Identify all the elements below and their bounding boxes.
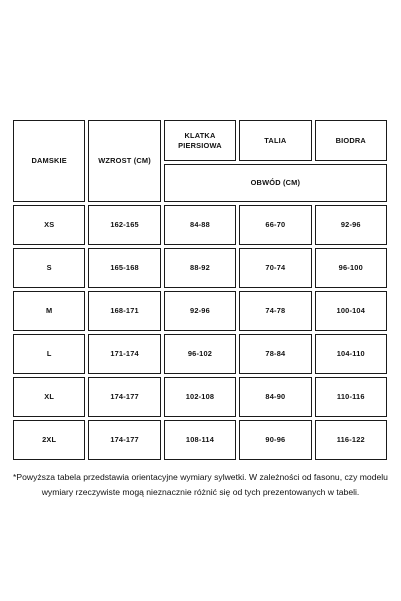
chest-value: 92-96 bbox=[164, 291, 236, 331]
height-value: 171-174 bbox=[88, 334, 160, 374]
chest-value: 102-108 bbox=[164, 377, 236, 417]
hips-value: 96-100 bbox=[315, 248, 387, 288]
table-row bbox=[13, 377, 387, 417]
waist-value: 84-90 bbox=[239, 377, 311, 417]
size-label: XS bbox=[13, 205, 85, 245]
table-row bbox=[13, 291, 387, 331]
hips-value: 100-104 bbox=[315, 291, 387, 331]
size-chart-table bbox=[10, 117, 390, 463]
header-hips: BIODRA bbox=[315, 120, 387, 161]
table-row bbox=[13, 248, 387, 288]
height-value: 165-168 bbox=[88, 248, 160, 288]
hips-value: 110-116 bbox=[315, 377, 387, 417]
size-label: S bbox=[13, 248, 85, 288]
header-chest: KLATKA PIERSIOWA bbox=[164, 120, 236, 161]
waist-value: 70-74 bbox=[239, 248, 311, 288]
chest-value: 108-114 bbox=[164, 420, 236, 460]
header-circumference: OBWÓD (CM) bbox=[164, 164, 387, 202]
size-label: L bbox=[13, 334, 85, 374]
size-label: 2XL bbox=[13, 420, 85, 460]
hips-value: 92-96 bbox=[315, 205, 387, 245]
size-label: M bbox=[13, 291, 85, 331]
height-value: 174-177 bbox=[88, 377, 160, 417]
height-value: 168-171 bbox=[88, 291, 160, 331]
table-row bbox=[13, 205, 387, 245]
table-row bbox=[13, 420, 387, 460]
chest-value: 88-92 bbox=[164, 248, 236, 288]
height-value: 174-177 bbox=[88, 420, 160, 460]
size-label: XL bbox=[13, 377, 85, 417]
chest-value: 84-88 bbox=[164, 205, 236, 245]
waist-value: 66-70 bbox=[239, 205, 311, 245]
waist-value: 74-78 bbox=[239, 291, 311, 331]
chest-value: 96-102 bbox=[164, 334, 236, 374]
height-value: 162-165 bbox=[88, 205, 160, 245]
table-row bbox=[13, 334, 387, 374]
waist-value: 90-96 bbox=[239, 420, 311, 460]
hips-value: 116-122 bbox=[315, 420, 387, 460]
header-waist: TALIA bbox=[239, 120, 311, 161]
header-gender: DAMSKIE bbox=[13, 120, 85, 202]
header-height: WZROST (CM) bbox=[88, 120, 160, 202]
disclaimer-note: *Powyższa tabela przedstawia orientacyjne wymiary sylwetki. W zależności od fasonu, czy modelu wymiary rzeczywiste mogą nieznacznie różnić się od tych prezentowanych w tabeli. bbox=[13, 472, 388, 497]
header-row bbox=[13, 120, 387, 161]
hips-value: 104-110 bbox=[315, 334, 387, 374]
waist-value: 78-84 bbox=[239, 334, 311, 374]
